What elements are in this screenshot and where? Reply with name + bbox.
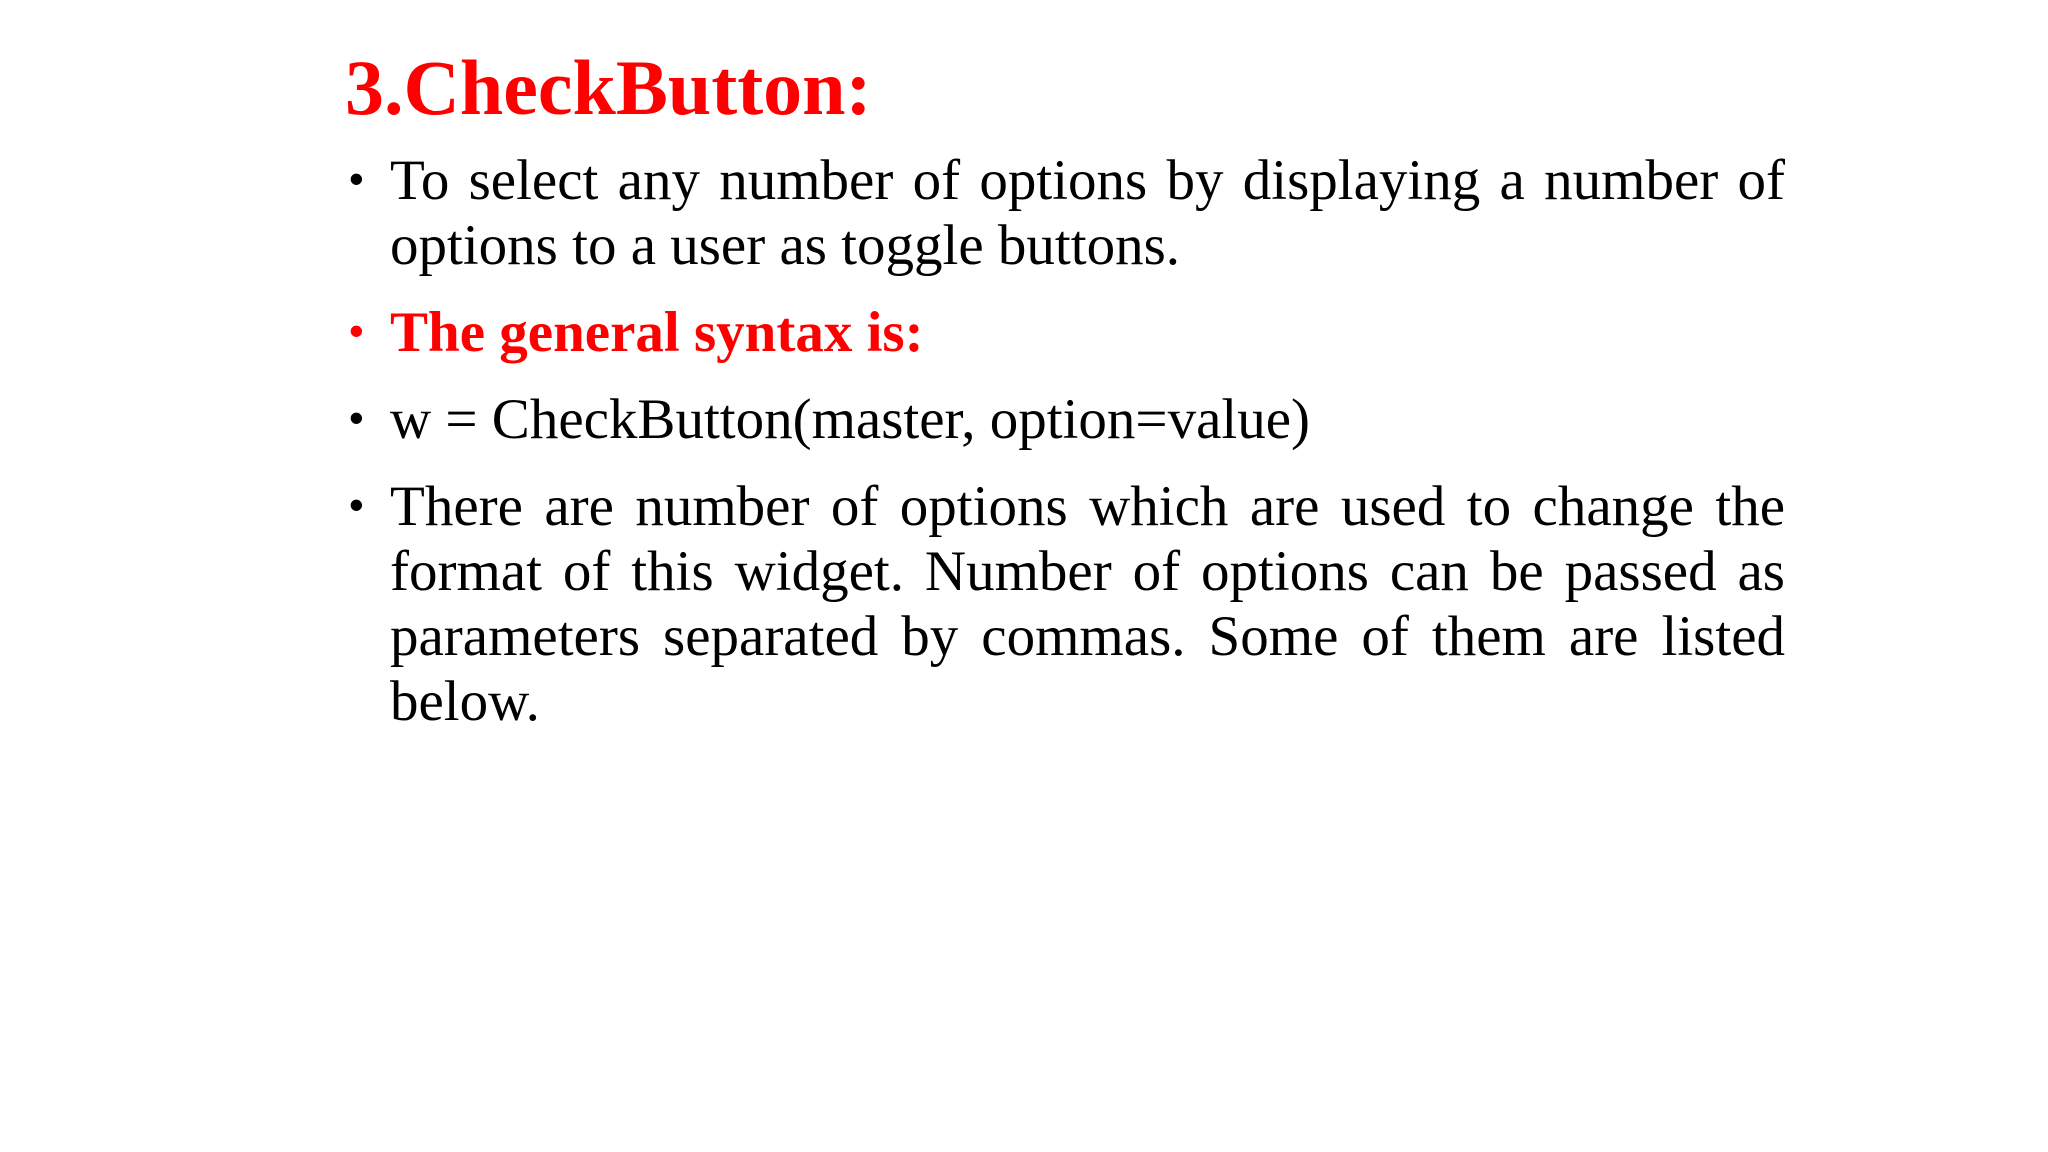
bullet-text: There are number of options which are used to change the format of this widget. Number of options can be passed as parameters separated by commas. Some of them are listed below. xyxy=(390,475,1785,733)
bullet-dot-icon: • xyxy=(349,481,364,528)
bullet-dot-icon: • xyxy=(349,394,364,441)
bullet-item-syntax-code xyxy=(345,387,1785,452)
slide-title: 3.CheckButton: xyxy=(345,44,872,131)
bullet-dot-icon: • xyxy=(349,155,364,202)
bullet-text: The general syntax is: xyxy=(390,301,924,364)
bullet-item-description xyxy=(345,148,1785,278)
bullet-list xyxy=(345,148,1785,756)
bullet-dot-icon: • xyxy=(349,307,364,354)
bullet-item-options xyxy=(345,474,1785,734)
bullet-text: w = CheckButton(master, option=value) xyxy=(390,388,1310,451)
bullet-item-syntax-heading xyxy=(345,300,1785,365)
bullet-text: To select any number of options by displaying a number of options to a user as toggle buttons. xyxy=(390,149,1785,277)
